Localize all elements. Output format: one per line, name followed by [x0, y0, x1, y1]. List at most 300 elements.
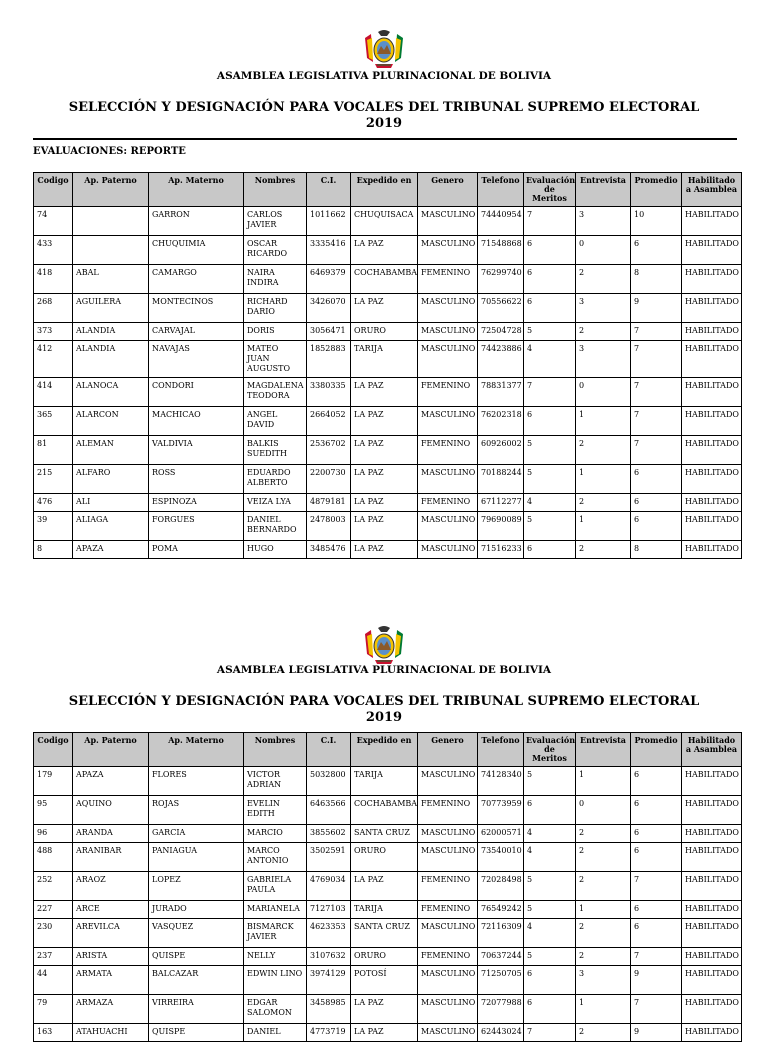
cell-genero: FEMENINO	[418, 948, 478, 966]
cell-ap-materno: LOPEZ	[149, 872, 244, 901]
cell-telefono: 62443024	[478, 1024, 524, 1042]
cell-promedio: 6	[631, 843, 682, 872]
column-header-telefono: Telefono	[478, 173, 524, 207]
cell-evaluacion-meritos: 5	[524, 512, 576, 541]
cell-promedio: 6	[631, 512, 682, 541]
cell-nombres: NELLY	[244, 948, 307, 966]
cell-telefono: 74440954	[478, 207, 524, 236]
cell-genero: MASCULINO	[418, 919, 478, 948]
cell-ci: 3426070	[307, 294, 351, 323]
cell-evaluacion-meritos: 6	[524, 407, 576, 436]
cell-ap-paterno: ALANOCA	[73, 378, 149, 407]
cell-promedio: 7	[631, 341, 682, 378]
cell-ap-materno: FORGUES	[149, 512, 244, 541]
cell-entrevista: 1	[576, 767, 631, 796]
table-row	[34, 465, 742, 494]
cell-expedido-en: LA PAZ	[351, 465, 418, 494]
cell-genero: MASCULINO	[418, 341, 478, 378]
bolivia-coat-of-arms-icon	[361, 624, 407, 668]
cell-expedido-en: TARIJA	[351, 767, 418, 796]
cell-entrevista: 2	[576, 265, 631, 294]
cell-expedido-en: LA PAZ	[351, 541, 418, 559]
title-line-1: SELECCIÓN Y DESIGNACIÓN PARA VOCALES DEL TRIBUNAL SUPREMO ELECTORAL	[68, 694, 700, 709]
column-header-promedio: Promedio	[631, 733, 682, 767]
title-line-2: 2019	[365, 710, 403, 725]
cell-ci: 4773719	[307, 1024, 351, 1042]
cell-nombres: MARCIO	[244, 825, 307, 843]
cell-ap-materno: VASQUEZ	[149, 919, 244, 948]
cell-evaluacion-meritos: 7	[524, 1024, 576, 1042]
column-header-entrevista: Entrevista	[576, 733, 631, 767]
table-row	[34, 494, 742, 512]
cell-codigo: 44	[34, 966, 73, 995]
cell-expedido-en: LA PAZ	[351, 236, 418, 265]
table-row	[34, 236, 742, 265]
cell-codigo: 418	[34, 265, 73, 294]
cell-promedio: 10	[631, 207, 682, 236]
cell-nombres: NAIRA INDIRA	[244, 265, 307, 294]
cell-ci: 5032800	[307, 767, 351, 796]
cell-expedido-en: LA PAZ	[351, 294, 418, 323]
evaluations-table-page-1	[33, 172, 742, 559]
cell-nombres: DANIEL	[244, 1024, 307, 1042]
cell-ap-materno: JURADO	[149, 901, 244, 919]
cell-codigo: 252	[34, 872, 73, 901]
cell-codigo: 230	[34, 919, 73, 948]
cell-nombres: BALKIS SUEDITH	[244, 436, 307, 465]
cell-nombres: MARCO ANTONIO	[244, 843, 307, 872]
cell-codigo: 81	[34, 436, 73, 465]
cell-nombres: OSCAR RICARDO	[244, 236, 307, 265]
cell-genero: MASCULINO	[418, 843, 478, 872]
cell-habilitado: HABILITADO	[682, 825, 742, 843]
cell-evaluacion-meritos: 6	[524, 236, 576, 265]
cell-ap-paterno: AREVILCA	[73, 919, 149, 948]
cell-telefono: 70556622	[478, 294, 524, 323]
cell-habilitado: HABILITADO	[682, 323, 742, 341]
cell-nombres: MARIANELA	[244, 901, 307, 919]
cell-telefono: 71250705	[478, 966, 524, 995]
cell-evaluacion-meritos: 5	[524, 948, 576, 966]
organization-name: ASAMBLEA LEGISLATIVA PLURINACIONAL DE BOLIVIA	[216, 664, 552, 676]
column-header-ap-materno: Ap. Materno	[149, 173, 244, 207]
cell-habilitado: HABILITADO	[682, 995, 742, 1024]
divider-rule	[33, 138, 737, 140]
cell-expedido-en: LA PAZ	[351, 1024, 418, 1042]
cell-promedio: 6	[631, 901, 682, 919]
cell-codigo: 95	[34, 796, 73, 825]
cell-habilitado: HABILITADO	[682, 294, 742, 323]
cell-habilitado: HABILITADO	[682, 265, 742, 294]
table-row	[34, 796, 742, 825]
cell-codigo: 365	[34, 407, 73, 436]
cell-ap-materno: CARVAJAL	[149, 323, 244, 341]
cell-codigo: 227	[34, 901, 73, 919]
table-row	[34, 948, 742, 966]
report-title	[60, 100, 708, 132]
cell-habilitado: HABILITADO	[682, 341, 742, 378]
cell-evaluacion-meritos: 6	[524, 294, 576, 323]
cell-ap-paterno: ALARCON	[73, 407, 149, 436]
cell-evaluacion-meritos: 6	[524, 796, 576, 825]
table-row	[34, 341, 742, 378]
cell-evaluacion-meritos: 5	[524, 872, 576, 901]
cell-nombres: DORIS	[244, 323, 307, 341]
cell-codigo: 412	[34, 341, 73, 378]
cell-evaluacion-meritos: 7	[524, 378, 576, 407]
column-header-nombres: Nombres	[244, 733, 307, 767]
cell-genero: FEMENINO	[418, 494, 478, 512]
cell-promedio: 6	[631, 465, 682, 494]
cell-nombres: DANIEL BERNARDO	[244, 512, 307, 541]
table-row	[34, 207, 742, 236]
column-header-ap-paterno: Ap. Paterno	[73, 733, 149, 767]
cell-telefono: 78831377	[478, 378, 524, 407]
table-header-row	[34, 733, 742, 767]
cell-ap-materno: MACHICAO	[149, 407, 244, 436]
cell-ap-paterno: ARISTA	[73, 948, 149, 966]
cell-ap-materno: ROSS	[149, 465, 244, 494]
cell-habilitado: HABILITADO	[682, 494, 742, 512]
cell-telefono: 70773959	[478, 796, 524, 825]
cell-entrevista: 3	[576, 966, 631, 995]
table-row	[34, 825, 742, 843]
cell-expedido-en: COCHABAMBA	[351, 796, 418, 825]
cell-genero: MASCULINO	[418, 966, 478, 995]
column-header-habilitado: Habilitado a Asamblea	[682, 173, 742, 207]
cell-ap-paterno	[73, 207, 149, 236]
cell-telefono: 76549242	[478, 901, 524, 919]
cell-ci: 3107632	[307, 948, 351, 966]
cell-entrevista: 2	[576, 323, 631, 341]
cell-entrevista: 2	[576, 436, 631, 465]
cell-habilitado: HABILITADO	[682, 541, 742, 559]
cell-codigo: 373	[34, 323, 73, 341]
cell-ap-materno: NAVAJAS	[149, 341, 244, 378]
cell-promedio: 6	[631, 494, 682, 512]
table-row	[34, 378, 742, 407]
cell-evaluacion-meritos: 6	[524, 966, 576, 995]
cell-ap-paterno: ATAHUACHI	[73, 1024, 149, 1042]
cell-ap-materno: CONDORI	[149, 378, 244, 407]
cell-genero: MASCULINO	[418, 207, 478, 236]
cell-genero: MASCULINO	[418, 825, 478, 843]
cell-ap-materno: ROJAS	[149, 796, 244, 825]
cell-promedio: 6	[631, 825, 682, 843]
cell-genero: FEMENINO	[418, 378, 478, 407]
cell-telefono: 70637244	[478, 948, 524, 966]
column-header-evaluacion-meritos: Evaluación de Meritos	[524, 173, 576, 207]
cell-ci: 3056471	[307, 323, 351, 341]
cell-habilitado: HABILITADO	[682, 872, 742, 901]
cell-genero: FEMENINO	[418, 796, 478, 825]
cell-ap-materno: BALCAZAR	[149, 966, 244, 995]
cell-habilitado: HABILITADO	[682, 1024, 742, 1042]
cell-nombres: MAGDALENA TEODORA	[244, 378, 307, 407]
cell-ci: 4769034	[307, 872, 351, 901]
cell-promedio: 6	[631, 919, 682, 948]
cell-promedio: 7	[631, 378, 682, 407]
column-header-ap-materno: Ap. Materno	[149, 733, 244, 767]
cell-codigo: 433	[34, 236, 73, 265]
cell-codigo: 476	[34, 494, 73, 512]
cell-telefono: 62000571	[478, 825, 524, 843]
cell-nombres: GABRIELA PAULA	[244, 872, 307, 901]
cell-nombres: BISMARCK JAVIER	[244, 919, 307, 948]
cell-promedio: 7	[631, 436, 682, 465]
cell-evaluacion-meritos: 4	[524, 919, 576, 948]
cell-telefono: 76299740	[478, 265, 524, 294]
cell-expedido-en: LA PAZ	[351, 494, 418, 512]
cell-evaluacion-meritos: 5	[524, 901, 576, 919]
cell-ap-paterno: APAZA	[73, 541, 149, 559]
cell-entrevista: 0	[576, 236, 631, 265]
cell-habilitado: HABILITADO	[682, 966, 742, 995]
bolivia-coat-of-arms-icon	[361, 28, 407, 72]
title-line-1: SELECCIÓN Y DESIGNACIÓN PARA VOCALES DEL TRIBUNAL SUPREMO ELECTORAL	[68, 100, 700, 115]
cell-codigo: 74	[34, 207, 73, 236]
cell-ap-paterno: ALI	[73, 494, 149, 512]
section-heading: EVALUACIONES: REPORTE	[33, 146, 186, 157]
cell-ci: 6463566	[307, 796, 351, 825]
title-line-2: 2019	[365, 116, 403, 131]
cell-promedio: 7	[631, 323, 682, 341]
cell-ap-materno: FLORES	[149, 767, 244, 796]
table-row	[34, 919, 742, 948]
cell-ci: 3380335	[307, 378, 351, 407]
table-row	[34, 966, 742, 995]
cell-evaluacion-meritos: 6	[524, 265, 576, 294]
cell-genero: MASCULINO	[418, 1024, 478, 1042]
cell-nombres: CARLOS JAVIER	[244, 207, 307, 236]
cell-ci: 3458985	[307, 995, 351, 1024]
cell-promedio: 9	[631, 1024, 682, 1042]
table-row	[34, 294, 742, 323]
cell-nombres: EDUARDO ALBERTO	[244, 465, 307, 494]
cell-entrevista: 2	[576, 494, 631, 512]
table-row	[34, 265, 742, 294]
cell-ap-paterno: ARANDA	[73, 825, 149, 843]
cell-habilitado: HABILITADO	[682, 512, 742, 541]
cell-ap-materno: ESPINOZA	[149, 494, 244, 512]
cell-expedido-en: SANTA CRUZ	[351, 919, 418, 948]
cell-ci: 2478003	[307, 512, 351, 541]
cell-ap-paterno: ABAL	[73, 265, 149, 294]
cell-evaluacion-meritos: 5	[524, 436, 576, 465]
cell-telefono: 71548868	[478, 236, 524, 265]
cell-entrevista: 2	[576, 919, 631, 948]
cell-promedio: 7	[631, 948, 682, 966]
cell-ci: 6469379	[307, 265, 351, 294]
cell-codigo: 215	[34, 465, 73, 494]
cell-ci: 1852883	[307, 341, 351, 378]
cell-entrevista: 3	[576, 207, 631, 236]
cell-expedido-en: TARIJA	[351, 341, 418, 378]
cell-ap-materno: GARCIA	[149, 825, 244, 843]
cell-ap-materno: MONTECINOS	[149, 294, 244, 323]
table-row	[34, 407, 742, 436]
cell-genero: MASCULINO	[418, 323, 478, 341]
cell-entrevista: 1	[576, 901, 631, 919]
cell-expedido-en: POTOSÍ	[351, 966, 418, 995]
table-row	[34, 995, 742, 1024]
cell-telefono: 73540010	[478, 843, 524, 872]
cell-entrevista: 1	[576, 407, 631, 436]
cell-codigo: 79	[34, 995, 73, 1024]
cell-ap-paterno: ARCE	[73, 901, 149, 919]
cell-entrevista: 2	[576, 541, 631, 559]
cell-promedio: 7	[631, 407, 682, 436]
cell-codigo: 96	[34, 825, 73, 843]
cell-expedido-en: TARIJA	[351, 901, 418, 919]
cell-habilitado: HABILITADO	[682, 465, 742, 494]
cell-ci: 4623353	[307, 919, 351, 948]
cell-nombres: ANGEL DAVID	[244, 407, 307, 436]
cell-genero: FEMENINO	[418, 901, 478, 919]
cell-telefono: 72116309	[478, 919, 524, 948]
cell-promedio: 8	[631, 541, 682, 559]
cell-expedido-en: LA PAZ	[351, 407, 418, 436]
table-row	[34, 843, 742, 872]
cell-ap-materno: CHUQUIMIA	[149, 236, 244, 265]
cell-habilitado: HABILITADO	[682, 236, 742, 265]
table-row	[34, 872, 742, 901]
cell-nombres: EDGAR SALOMON	[244, 995, 307, 1024]
cell-ap-materno: VALDIVIA	[149, 436, 244, 465]
cell-telefono: 72504728	[478, 323, 524, 341]
cell-ap-materno: CAMARGO	[149, 265, 244, 294]
cell-entrevista: 2	[576, 948, 631, 966]
table-row	[34, 541, 742, 559]
cell-expedido-en: LA PAZ	[351, 995, 418, 1024]
cell-promedio: 7	[631, 995, 682, 1024]
cell-ap-paterno: ALFARO	[73, 465, 149, 494]
cell-expedido-en: SANTA CRUZ	[351, 825, 418, 843]
cell-codigo: 8	[34, 541, 73, 559]
cell-evaluacion-meritos: 6	[524, 995, 576, 1024]
column-header-codigo: Codigo	[34, 733, 73, 767]
cell-entrevista: 2	[576, 872, 631, 901]
cell-genero: MASCULINO	[418, 465, 478, 494]
column-header-nombres: Nombres	[244, 173, 307, 207]
table-header-row	[34, 173, 742, 207]
cell-entrevista: 3	[576, 341, 631, 378]
table-row	[34, 767, 742, 796]
cell-entrevista: 1	[576, 512, 631, 541]
cell-ap-materno: PANIAGUA	[149, 843, 244, 872]
cell-expedido-en: COCHABAMBA	[351, 265, 418, 294]
cell-telefono: 67112277	[478, 494, 524, 512]
cell-telefono: 74128340	[478, 767, 524, 796]
cell-ap-paterno: ALIAGA	[73, 512, 149, 541]
table-row	[34, 323, 742, 341]
cell-telefono: 74423886	[478, 341, 524, 378]
cell-ap-materno: POMA	[149, 541, 244, 559]
column-header-expedido-en: Expedido en	[351, 173, 418, 207]
cell-evaluacion-meritos: 4	[524, 825, 576, 843]
cell-ap-paterno: ARMAZA	[73, 995, 149, 1024]
cell-expedido-en: LA PAZ	[351, 872, 418, 901]
cell-habilitado: HABILITADO	[682, 207, 742, 236]
cell-ap-materno: VIRREIRA	[149, 995, 244, 1024]
cell-ap-paterno: AQUINO	[73, 796, 149, 825]
cell-ap-paterno: ARANIBAR	[73, 843, 149, 872]
cell-entrevista: 3	[576, 294, 631, 323]
cell-expedido-en: ORURO	[351, 323, 418, 341]
cell-genero: FEMENINO	[418, 872, 478, 901]
cell-telefono: 79690089	[478, 512, 524, 541]
cell-evaluacion-meritos: 5	[524, 767, 576, 796]
cell-habilitado: HABILITADO	[682, 843, 742, 872]
cell-codigo: 488	[34, 843, 73, 872]
cell-ci: 4879181	[307, 494, 351, 512]
cell-telefono: 60926002	[478, 436, 524, 465]
column-header-evaluacion-meritos: Evaluación de Meritos	[524, 733, 576, 767]
cell-evaluacion-meritos: 6	[524, 541, 576, 559]
cell-telefono: 76202318	[478, 407, 524, 436]
cell-genero: MASCULINO	[418, 236, 478, 265]
cell-habilitado: HABILITADO	[682, 901, 742, 919]
column-header-genero: Genero	[418, 733, 478, 767]
cell-codigo: 179	[34, 767, 73, 796]
cell-genero: FEMENINO	[418, 265, 478, 294]
cell-promedio: 6	[631, 236, 682, 265]
cell-entrevista: 0	[576, 378, 631, 407]
cell-evaluacion-meritos: 5	[524, 323, 576, 341]
cell-nombres: EDWIN LINO	[244, 966, 307, 995]
cell-ap-paterno: APAZA	[73, 767, 149, 796]
cell-codigo: 414	[34, 378, 73, 407]
cell-evaluacion-meritos: 4	[524, 341, 576, 378]
column-header-codigo: Codigo	[34, 173, 73, 207]
cell-ci: 7127103	[307, 901, 351, 919]
cell-telefono: 71516233	[478, 541, 524, 559]
cell-ci: 3485476	[307, 541, 351, 559]
cell-nombres: HUGO	[244, 541, 307, 559]
cell-nombres: VICTOR ADRIAN	[244, 767, 307, 796]
column-header-ci: C.I.	[307, 173, 351, 207]
cell-ap-paterno: ARMATA	[73, 966, 149, 995]
cell-entrevista: 1	[576, 995, 631, 1024]
cell-evaluacion-meritos: 5	[524, 465, 576, 494]
cell-promedio: 9	[631, 294, 682, 323]
cell-codigo: 39	[34, 512, 73, 541]
cell-promedio: 8	[631, 265, 682, 294]
table-row	[34, 436, 742, 465]
column-header-promedio: Promedio	[631, 173, 682, 207]
column-header-ap-paterno: Ap. Paterno	[73, 173, 149, 207]
cell-promedio: 6	[631, 767, 682, 796]
evaluations-table-page-2	[33, 732, 742, 1042]
cell-habilitado: HABILITADO	[682, 407, 742, 436]
cell-promedio: 9	[631, 966, 682, 995]
column-header-expedido-en: Expedido en	[351, 733, 418, 767]
cell-expedido-en: ORURO	[351, 948, 418, 966]
cell-expedido-en: ORURO	[351, 843, 418, 872]
cell-ap-materno: GARRON	[149, 207, 244, 236]
cell-ci: 2200730	[307, 465, 351, 494]
cell-habilitado: HABILITADO	[682, 378, 742, 407]
cell-nombres: EVELIN EDITH	[244, 796, 307, 825]
cell-entrevista: 0	[576, 796, 631, 825]
column-header-habilitado: Habilitado a Asamblea	[682, 733, 742, 767]
cell-ap-paterno: AGUILERA	[73, 294, 149, 323]
cell-ap-paterno: ARAOZ	[73, 872, 149, 901]
cell-ci: 2536702	[307, 436, 351, 465]
cell-expedido-en: LA PAZ	[351, 436, 418, 465]
cell-ap-paterno	[73, 236, 149, 265]
cell-entrevista: 2	[576, 1024, 631, 1042]
